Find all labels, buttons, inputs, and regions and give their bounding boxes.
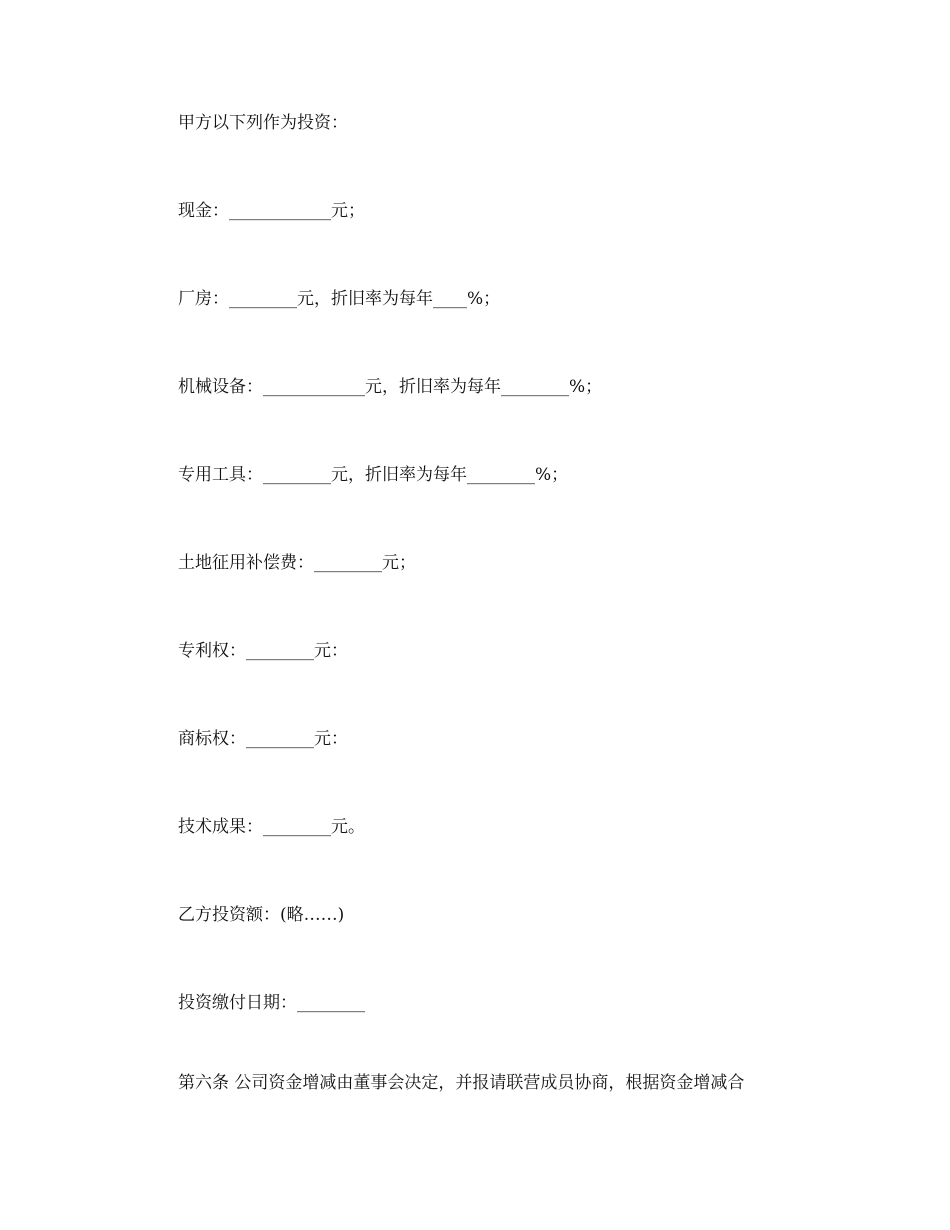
- patent-right-line: 专利权：________元：: [178, 641, 348, 661]
- payment-date-line: 投资缴付日期：________: [178, 993, 365, 1013]
- technology-results-line: 技术成果：________元。: [178, 817, 365, 837]
- land-compensation-line: 土地征用补偿费：________元；: [178, 553, 416, 573]
- article-six-line: 第六条 公司资金增减由董事会决定，并报请联营成员协商，根据资金增减合: [178, 1073, 745, 1093]
- investment-intro-line: 甲方以下列作为投资：: [178, 113, 348, 133]
- cash-line: 现金：____________元；: [178, 201, 365, 221]
- trademark-right-line: 商标权：________元：: [178, 729, 348, 749]
- machinery-equipment-line: 机械设备：____________元，折旧率为每年________%；: [178, 377, 603, 397]
- factory-building-line: 厂房：________元，折旧率为每年____%；: [178, 289, 501, 309]
- special-tools-line: 专用工具：________元，折旧率为每年________%；: [178, 465, 569, 485]
- party-b-investment-line: 乙方投资额：(略……): [178, 905, 345, 925]
